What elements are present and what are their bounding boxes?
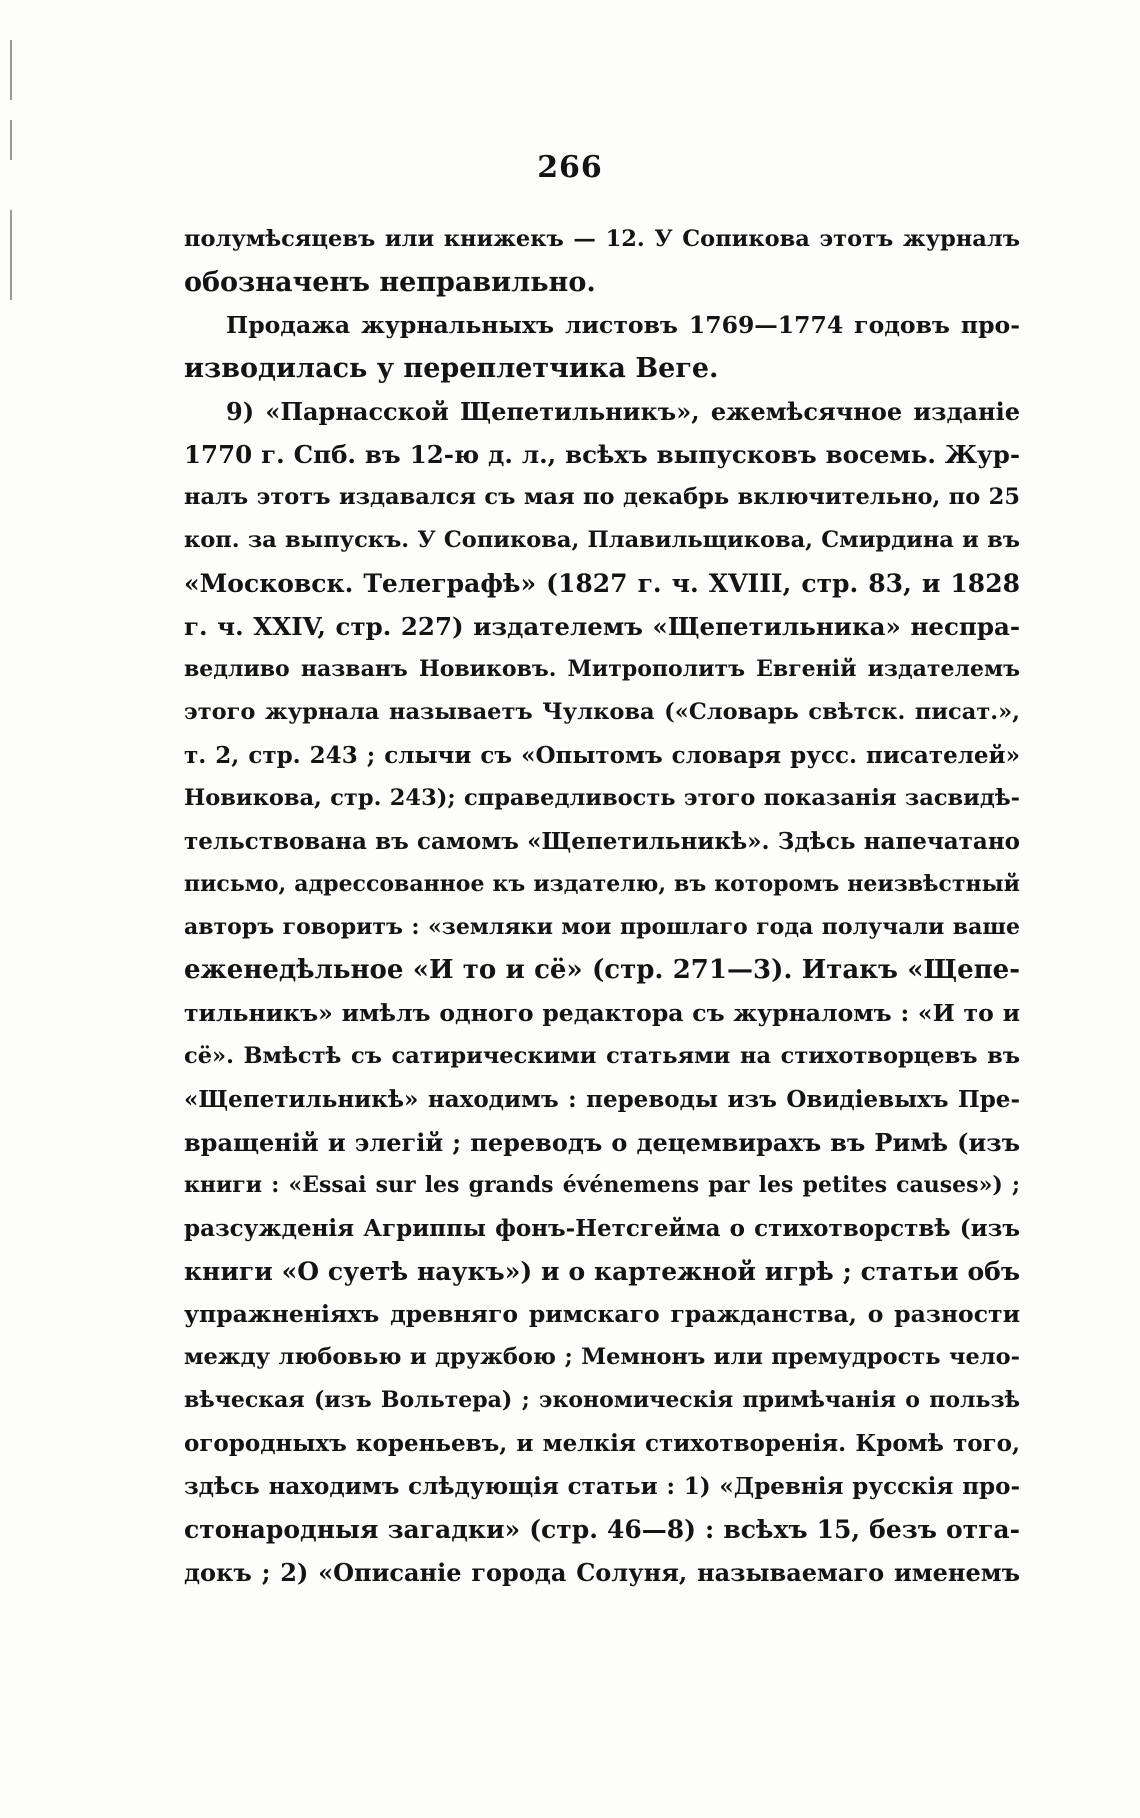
text-line: огородныхъ кореньевъ, и мелкія стихотворенія. Кромѣ того, — [184, 1430, 1020, 1457]
text-line: Продажа журнальныхъ листовъ 1769—1774 годовъ про- — [226, 311, 1020, 339]
text-line: г. ч. XXIV, стр. 227) издателемъ «Щепетильника» неспра- — [184, 612, 1020, 641]
text-line: «Московск. Телеграфѣ» (1827 г. ч. XVIII, стр. 83, и 1828 — [184, 569, 1020, 598]
body-text — [184, 218, 1020, 1594]
text-line: здѣсь находимъ слѣдующія статьи : 1) «Древнія русскія про- — [184, 1473, 1020, 1500]
text-line: «Щепетильникѣ» находимъ : переводы изъ Овидіевыхъ Пре- — [184, 1086, 1020, 1113]
text-line: письмо, адрессованное къ издателю, въ которомъ неизвѣстный — [184, 871, 1020, 897]
text-line: авторъ говоритъ : «земляки мои прошлаго года получали ваше — [184, 914, 1020, 940]
text-line: докъ ; 2) «Описаніе города Солуня, называемаго именемъ — [184, 1558, 1020, 1587]
text-line: налъ этотъ издавался съ мая по декабрь включительно, по 25 — [184, 484, 1020, 510]
text-line: книги : «Essai sur les grands événemens par les petites causes») ; — [184, 1172, 1020, 1198]
text-line: сё». Вмѣстѣ съ сатирическими статьями на стихотворцевъ въ — [184, 1043, 1020, 1069]
text-line: тильникъ» имѣлъ одного редактора съ журналомъ : «И то и — [184, 999, 1020, 1027]
text-line: книги «О суетѣ наукъ») и о картежной игрѣ ; статьи объ — [184, 1257, 1020, 1286]
text-line: тельствована въ самомъ «Щепетильникѣ». Здѣсь напечатано — [184, 828, 1020, 855]
text-line: вращеній и элегій ; переводъ о децемвирахъ въ Римѣ (изъ — [184, 1128, 1020, 1157]
text-line: 1770 г. Спб. въ 12-ю д. л., всѣхъ выпусковъ восемь. Жур- — [184, 440, 1020, 469]
text-line: 9) «Парнасской Щепетильникъ», ежемѣсячное изданіе — [226, 397, 1020, 426]
text-line: т. 2, стр. 243 ; слычи съ «Опытомъ словаря русс. писателей» — [184, 742, 1020, 769]
text-line: Новикова, стр. 243); справедливость этого показанія засвидѣ- — [184, 785, 1020, 811]
page-number: 266 — [537, 150, 603, 185]
text-line: этого журнала называетъ Чулкова («Словарь свѣтск. писат.», — [184, 699, 1020, 725]
text-line: изводилась у переплетчика Веге. — [184, 353, 719, 384]
scan-edge-mark — [10, 210, 12, 300]
text-line: вѣческая (изъ Вольтера) ; экономическія примѣчанія о пользѣ — [184, 1387, 1020, 1413]
text-line: между любовью и дружбою ; Мемнонъ или премудрость чело- — [184, 1344, 1020, 1370]
text-line: обозначенъ неправильно. — [184, 267, 596, 298]
text-line: ведливо названъ Новиковъ. Митрополитъ Евгеній издателемъ — [184, 656, 1020, 682]
text-line: разсужденія Агриппы фонъ-Нетсгейма о стихотворствѣ (изъ — [184, 1215, 1020, 1242]
text-line: упражненіяхъ древняго римскаго гражданства, о разности — [184, 1300, 1020, 1328]
text-line: коп. за выпускъ. У Сопикова, Плавильщикова, Смирдина и въ — [184, 527, 1020, 553]
scan-edge-mark — [10, 40, 12, 100]
text-line: полумѣсяцевъ или книжекъ — 12. У Сопикова этотъ журналъ — [184, 226, 1020, 252]
text-line: стонародныя загадки» (стр. 46—8) : всѣхъ 15, безъ отга- — [184, 1515, 1020, 1544]
text-line: еженедѣльное «И то и сё» (стр. 271—3). Итакъ «Щепе- — [184, 955, 1020, 985]
